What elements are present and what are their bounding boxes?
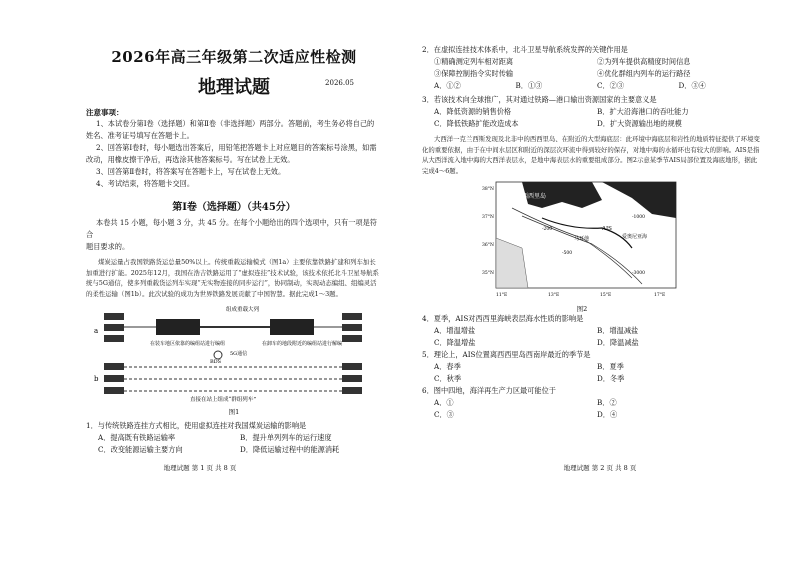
figure-caption: 图2 — [576, 305, 588, 313]
option[interactable]: A．① — [434, 398, 454, 407]
exam-subtitle — [86, 73, 382, 99]
figure-a-label: a — [94, 327, 99, 335]
option[interactable]: D．扩大资源输出地的规模 — [597, 119, 682, 128]
option[interactable]: A．降低资源的销售价格 — [434, 107, 512, 116]
lat-label: 37°N — [482, 215, 494, 220]
page-footer: 地理试题 第 1 页 共 8 页 — [163, 464, 237, 472]
unload-station-box — [342, 335, 362, 342]
statement: ③保障控制指令实时传输 — [434, 69, 514, 78]
option[interactable]: D．降低运输过程中的能源消耗 — [240, 445, 340, 454]
question-4-options — [434, 325, 760, 349]
lon-label: 13°E — [548, 293, 560, 298]
marshalling-yard-left — [156, 319, 200, 335]
option[interactable]: B．夏季 — [597, 362, 624, 371]
depth-label: -200 — [542, 227, 553, 232]
option[interactable]: B．② — [597, 398, 617, 407]
sicily-label: 西西里岛 — [522, 193, 547, 200]
sicily-map — [482, 178, 682, 300]
figure-2 — [482, 178, 760, 313]
section-desc: 题目要求的。 — [86, 242, 130, 251]
5g-label: 5G通信 — [230, 351, 248, 357]
material-paragraph: 煤炭运量占我国铁路货运总量50%以上。传统重载运输模式（图1a）主要依靠铁路扩建和列车加长加重进行扩能。2025年12月，我国在浩吉铁路运用了“虚拟连挂”技术试验，该技术依托北斗卫星导航系统与5G通信，使多列重载货运列车实现“无实物连接的同步运行”，协同制动，实现动态编组、组编灵活的柔性运输（图1b）。此次试验的成功为世界铁路发展贡献了中国智慧。据此完成1～3题。 — [86, 258, 379, 298]
option[interactable]: D．④ — [597, 410, 618, 419]
figure-1 — [86, 303, 382, 416]
option[interactable]: D．冬季 — [597, 374, 625, 383]
unload-station-box — [342, 387, 362, 394]
load-station-box — [104, 363, 124, 370]
notice-line: 2、回答第Ⅰ卷时，每小题选出答案后，用铅笔把答题卡上对应题目的答案标号涂黑，如需 — [96, 143, 377, 152]
section-desc: 本卷共 15 小题，每小题 3 分，共 45 分。在每个小题给出的四个选项中，只有一项是符合 — [86, 218, 377, 239]
option[interactable]: D．③④ — [678, 81, 706, 90]
load-station-box — [104, 335, 124, 342]
question-1-stem: 1．与传统铁路连挂方式相比，使用虚拟连挂对我国煤炭运输的影响是 — [86, 421, 307, 430]
question-6-stem: 6．图中四地，海洋再生产力区最可能位于 — [422, 386, 556, 395]
option[interactable]: B．增温减盐 — [597, 326, 639, 335]
notice-title: 注意事项： — [86, 108, 124, 117]
lon-label: 15°E — [600, 293, 612, 298]
lon-label: 11°E — [496, 293, 508, 298]
question-3-options — [434, 106, 760, 130]
option[interactable]: C．②③ — [597, 81, 625, 90]
unload-station-box — [342, 375, 362, 382]
unload-station-box — [342, 324, 362, 331]
subject-title: 地理试题 — [198, 77, 270, 98]
option[interactable]: D．降温减盐 — [597, 338, 639, 347]
question-6-options — [434, 397, 760, 421]
bottom-label: 直接在站上组成“群组列车” — [190, 397, 257, 403]
option[interactable]: C．降温增盐 — [434, 338, 476, 347]
figure-caption: 图1 — [228, 408, 240, 416]
question-2-stem: 2．在虚拟连挂技术体系中，北斗卫星导航系统发挥的关键作用是 — [422, 45, 628, 54]
unload-station-box — [342, 313, 362, 320]
page-2 — [400, 0, 800, 566]
option[interactable]: C．秋季 — [434, 374, 462, 383]
option[interactable]: C．③ — [434, 410, 454, 419]
option[interactable]: C．改变能源运输主要方向 — [98, 445, 183, 454]
question-3-stem: 3．若该技术向全球推广，其对通过铁路—港口输出资源国家的主要意义是 — [422, 95, 657, 104]
option[interactable]: A．春季 — [434, 362, 461, 371]
question-2-options — [434, 80, 760, 92]
option[interactable]: C．降低铁路扩能改造成本 — [434, 119, 519, 128]
depth-label: -500 — [562, 251, 573, 256]
statement: ①精确测定列车相对距离 — [434, 57, 514, 66]
option[interactable]: A．①② — [434, 81, 461, 90]
page-footer: 地理试题 第 2 页 共 8 页 — [563, 464, 637, 472]
question-4-stem: 4．夏季，AIS对西西里海峡表层海水性质的影响是 — [422, 314, 584, 323]
question-5-options — [434, 361, 760, 385]
question-1-options — [98, 432, 382, 456]
top-label: 组成重载大列 — [226, 307, 260, 313]
ionian-sea-label: 爱奥尼亚海 — [622, 234, 648, 240]
statement: ②为列车提供高精度时间信息 — [597, 57, 691, 66]
load-station-box — [104, 375, 124, 382]
depth-label: -1000 — [632, 215, 645, 220]
satellite-icon — [214, 351, 222, 359]
depth-label: -3000 — [632, 271, 645, 276]
section-title: 第Ⅰ卷（选择题）（共45分） — [172, 202, 296, 213]
lon-label: 17°E — [654, 293, 666, 298]
option[interactable]: A．增温增盐 — [434, 326, 476, 335]
bds-label: BDS — [210, 359, 222, 365]
figure-b-label: b — [94, 375, 99, 383]
option[interactable]: A．提高既有铁路运输率 — [98, 433, 176, 442]
material-paragraph: 大西洋一克兰西斯发现及北非中的西西里岛、在附近的大型海底层：此环境中海底层和岩性的地质特征提供了环境变化的重要依据，由于在中间水层区和附近的深层次环流中得到较好的保存，对地中海的水循环也有较大的影响。AIS是指从大西洋流入地中海的大西洋表层水，是地中海表层水的重要组成部分。图2示意某季节AIS局部位置及海底地形，据此完成4～6题。 — [422, 135, 760, 175]
loading-note: 在装车地区依靠的编组站进行编组 — [150, 341, 226, 347]
exam-title: 2026年高三年级第二次适应性检测 — [111, 48, 357, 66]
unload-station-box — [342, 363, 362, 370]
lat-label: 35°N — [482, 271, 494, 276]
malta-label: 马耳他 — [574, 236, 590, 242]
notice-line: 改动，用橡皮擦干净后，再选涂其他答案标号。写在试卷上无效。 — [86, 155, 295, 164]
question-2-items — [434, 56, 760, 80]
notice-line: 3、回答第Ⅱ卷时，将答案写在答题卡上，写在试卷上无效。 — [96, 167, 286, 176]
lat-label: 36°N — [482, 243, 494, 248]
rail-diagram — [86, 303, 382, 403]
lat-label: 38°N — [482, 187, 494, 192]
question-5-stem: 5．理论上，AIS位置离西西里岛西南岸最近的季节是 — [422, 350, 591, 359]
ais-label: AIS — [602, 226, 612, 232]
notice-line: 1、本试卷分第Ⅰ卷（选择题）和第Ⅱ卷（非选择题）两部分。答题前，考生务必将自己的 — [96, 119, 375, 128]
option[interactable]: B．提升单列列车的运行速度 — [240, 433, 332, 442]
load-station-box — [104, 324, 124, 331]
option[interactable]: B．扩大沿海港口的吞吐能力 — [597, 107, 689, 116]
exam-date: 2026.05 — [325, 79, 354, 87]
statement: ④优化群组内列车的运行路径 — [597, 69, 691, 78]
option[interactable]: B．①③ — [515, 81, 543, 90]
load-station-box — [104, 313, 124, 320]
unloading-note: 在卸车的地段附近的编组站进行解编 — [262, 341, 343, 347]
marshalling-yard-right — [270, 319, 314, 335]
notice-line: 姓名、准考证号填写在答题卡上。 — [86, 131, 194, 140]
load-station-box — [104, 387, 124, 394]
notice-line: 4、考试结束，将答题卡交回。 — [96, 179, 195, 188]
